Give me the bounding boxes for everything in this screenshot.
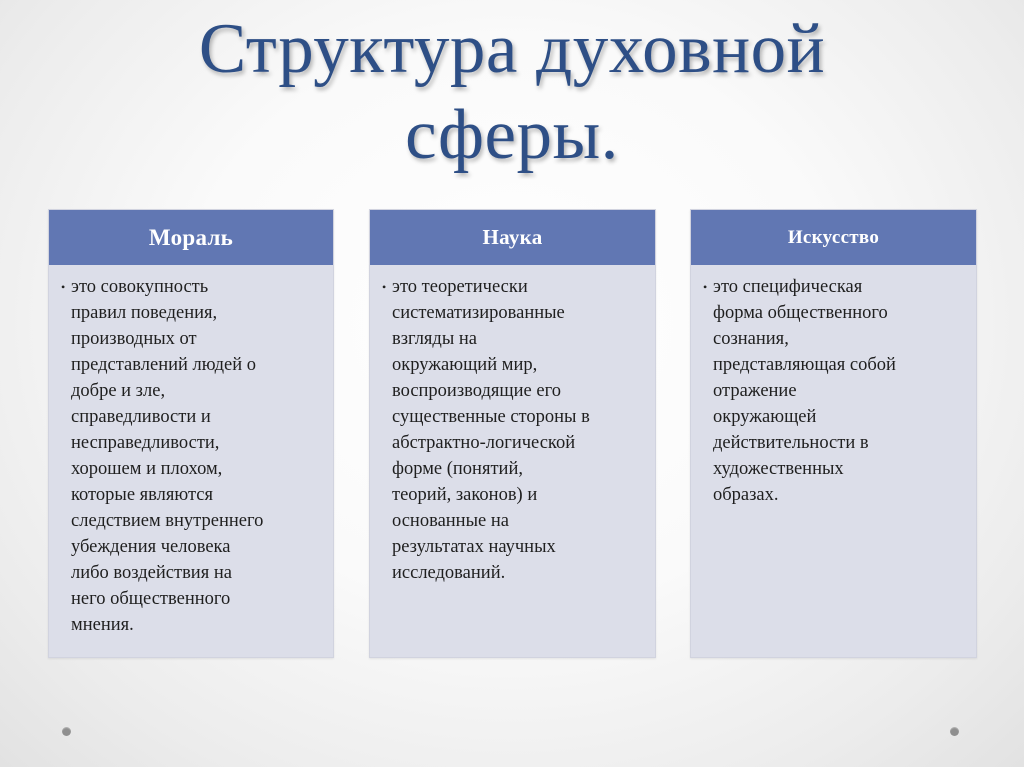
card-art — [690, 209, 977, 658]
slide-title — [0, 6, 1024, 178]
card-heading-morality: Мораль — [49, 210, 333, 265]
card-body-morality — [49, 265, 333, 638]
card-heading-art: Искусство — [691, 210, 976, 265]
slide-corner-dot-left-icon — [62, 727, 71, 736]
bullet-icon: • — [703, 280, 708, 294]
card-morality — [48, 209, 334, 658]
card-body-art — [691, 265, 976, 508]
bullet-item — [703, 274, 966, 508]
card-heading-science: Наука — [370, 210, 655, 265]
bullet-icon: • — [382, 280, 387, 294]
card-science — [369, 209, 656, 658]
bullet-icon: • — [61, 280, 66, 294]
bullet-item — [382, 274, 645, 586]
definition-text: это совокупность правил поведения, производных от представлений людей о добре и зле, справедливости и несправедливости, хорошем и плохом, которые являются следствием внутреннего убеждения человека либо воздействия на него общественного мнения. — [71, 277, 264, 635]
definition-text: это специфическая форма общественного сознания, представляющая собой отражение окружающей действительности в художественных образах. — [713, 277, 896, 505]
definition-text: это теоретически систематизированные взгляды на окружающий мир, воспроизводящие его существенные стороны в абстрактно-логической форме (понятий, теорий, законов) и основанные на результатах научных исследований. — [392, 277, 590, 583]
slide-title-line-2: сферы. — [405, 96, 619, 174]
slide-corner-dot-right-icon — [950, 727, 959, 736]
slide-title-line-1: Структура духовной — [198, 10, 826, 88]
bullet-item — [61, 274, 323, 638]
card-body-science — [370, 265, 655, 586]
